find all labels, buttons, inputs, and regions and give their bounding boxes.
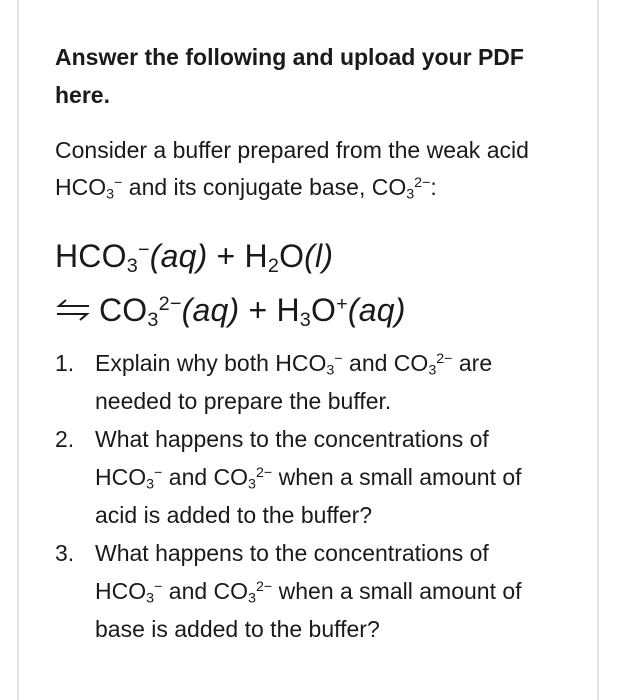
item-number: 3.	[55, 540, 75, 566]
q1-a-sub: 3	[326, 362, 335, 379]
list-item	[55, 420, 575, 534]
q2-a-sup: −	[154, 465, 163, 482]
q1-b: and CO	[342, 350, 429, 376]
equilibrium-equation	[55, 232, 575, 334]
eq-co: CO	[99, 292, 148, 328]
eq-plus-h3: + H	[239, 292, 300, 328]
q3-a-sub: 3	[146, 590, 155, 607]
q1-b-sup: 2−	[436, 351, 453, 368]
q2-a: HCO	[95, 464, 147, 490]
item-number: 2.	[55, 426, 75, 452]
q3-b: and CO	[162, 578, 249, 604]
q1-a-sup: −	[334, 351, 343, 368]
intro-paragraph	[55, 132, 575, 206]
eq-plus-h: + H	[207, 238, 268, 274]
intro-sub-3b: 3	[406, 186, 415, 203]
eq-minus: −	[137, 239, 150, 262]
eq-co-sub3: 3	[147, 308, 159, 331]
eq-co-charge: 2−	[158, 293, 182, 316]
q2-pre: What happens to the concentrations of	[95, 426, 489, 452]
list-item	[55, 344, 575, 420]
eq-h3o-o: O	[311, 292, 337, 328]
question-card	[17, 0, 599, 700]
q3-a: HCO	[95, 578, 147, 604]
item-text	[95, 420, 555, 534]
eq-aq3: (aq)	[347, 292, 406, 328]
q3-b-sup: 2−	[255, 579, 273, 596]
eq-sub3: 3	[126, 254, 138, 277]
q2-b: and CO	[162, 464, 249, 490]
q3-b-sub: 3	[248, 590, 256, 607]
eq-h-sub3: 3	[299, 308, 311, 331]
eq-hco: HCO	[55, 238, 127, 274]
intro-sup-minus: −	[114, 175, 123, 192]
intro-text-1: Consider a buffer prepared from the weak acid HCO	[55, 137, 529, 200]
intro-text-2: and its conjugate base, CO	[122, 174, 407, 200]
q1-c: are needed to prepare the buffer.	[95, 350, 493, 414]
eq-aq2: (aq)	[181, 292, 240, 328]
q2-b-sub: 3	[248, 476, 256, 493]
q3-c: when a small amount of base is added to the buffer?	[95, 578, 522, 642]
intro-text-3: :	[430, 174, 437, 200]
equilibrium-arrow-icon	[55, 298, 91, 322]
q3-pre: What happens to the concentrations of	[95, 540, 489, 566]
list-item	[55, 534, 575, 648]
q2-c: when a small amount of acid is added to the buffer?	[95, 464, 522, 528]
eq-l: (l)	[304, 238, 334, 274]
q2-b-sup: 2−	[255, 465, 273, 482]
q3-a-sup: −	[154, 579, 163, 596]
eq-plus-sup: +	[336, 293, 348, 316]
item-number: 1.	[55, 350, 75, 376]
eq-sub2: 2	[267, 254, 280, 277]
eq-aq1: (aq)	[149, 238, 208, 274]
item-text	[95, 534, 555, 648]
eq-o: O	[279, 238, 305, 274]
question-heading: Answer the following and upload your PDF here.	[55, 44, 524, 108]
intro-sub-3: 3	[106, 186, 115, 203]
question-list	[55, 344, 575, 648]
item-text	[95, 344, 555, 420]
q1-b-sub: 3	[428, 362, 437, 379]
q1-a: Explain why both HCO	[95, 350, 327, 376]
equation-line-1	[55, 232, 575, 280]
question-content	[55, 38, 575, 648]
intro-sup-2minus: 2−	[414, 175, 431, 192]
equation-line-2	[55, 286, 575, 334]
q2-a-sub: 3	[146, 476, 155, 493]
